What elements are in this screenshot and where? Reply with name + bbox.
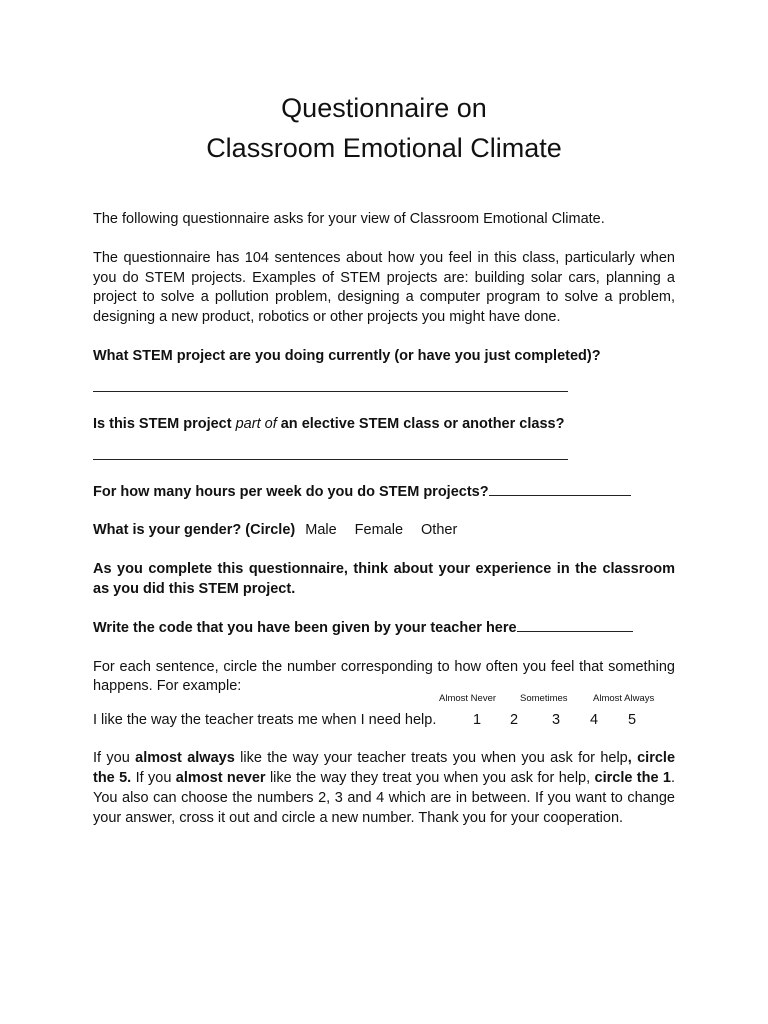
closing-part-4: , circle the 5. [93,750,676,786]
question-gender [93,521,675,541]
scale-number-1[interactable]: 1 [473,712,482,729]
closing-part-3: like the way your teacher treats you when you ask for help [234,750,628,767]
think-about-text: As you complete this questionnaire, think about your experience in the classroom as you did this STEM project. [93,561,675,597]
closing-part-1: If you [93,750,136,767]
closing-part-5: If you [131,769,176,786]
description-text: The questionnaire has 104 sentences about how you feel in this class, particularly when you do STEM projects. Examples of STEM projects are: building solar cars, planning a project to solve a pollution problem, designing a computer program to solve a problem, designing a new product, robotics or other projects you might have done. [93,249,675,326]
scale-label-sometimes: Sometimes [520,693,568,705]
answer-line-class[interactable] [93,459,568,460]
title-line-2: Classroom Emotional Climate [206,133,562,163]
question-code [93,619,675,639]
question-code-text: Write the code that you have been given by your teacher here [93,619,517,636]
question-current-project: What STEM project are you doing currently (or have you just completed)? [93,347,601,364]
answer-line-current-project[interactable] [93,391,568,392]
questionnaire-page [93,88,675,828]
question-class-post: an elective STEM class or another class? [276,415,565,432]
scale-number-2[interactable]: 2 [510,712,519,729]
gender-option-female[interactable]: Female [354,522,404,539]
scale-label-almost-always: Almost Always [593,693,655,705]
closing-part-2: almost always [135,750,235,767]
closing-part-6: almost never [175,769,266,786]
question-hours [93,483,675,503]
scale-label-almost-never: Almost Never [439,693,497,705]
gender-option-other[interactable]: Other [421,522,458,539]
example-row [93,693,675,733]
instructions-text: For each sentence, circle the number corresponding to how often you feel that something happens. For example: [93,658,675,695]
question-class-pre: Is this STEM project [93,415,236,432]
closing-part-8: circle the 1 [594,769,671,786]
closing-text [93,749,675,828]
closing-part-7: like the way they treat you when you ask for help, [265,769,595,786]
scale-number-3[interactable]: 3 [552,712,561,729]
answer-line-hours[interactable] [489,494,631,496]
title-line-1: Questionnaire on [281,93,487,123]
page-title [93,88,675,168]
intro-text: The following questionnaire asks for your view of Classroom Emotional Climate. [93,211,605,227]
closing-part-9: . You also can choose the numbers 2, 3 and 4 which are in between. If you want to change your answer, cross it out and circle a new number. Thank you for your cooperation. [93,769,675,826]
scale-number-5[interactable]: 5 [628,712,637,729]
gender-option-male[interactable]: Male [305,522,337,539]
scale-number-4[interactable]: 4 [590,712,599,729]
question-class-italic: part of [235,415,277,432]
question-hours-text: For how many hours per week do you do STEM projects? [93,483,489,500]
question-gender-text: What is your gender? (Circle) [93,522,296,539]
question-class [93,415,675,435]
example-sentence: I like the way the teacher treats me when I need help. [93,712,437,729]
answer-line-code[interactable] [517,630,633,632]
